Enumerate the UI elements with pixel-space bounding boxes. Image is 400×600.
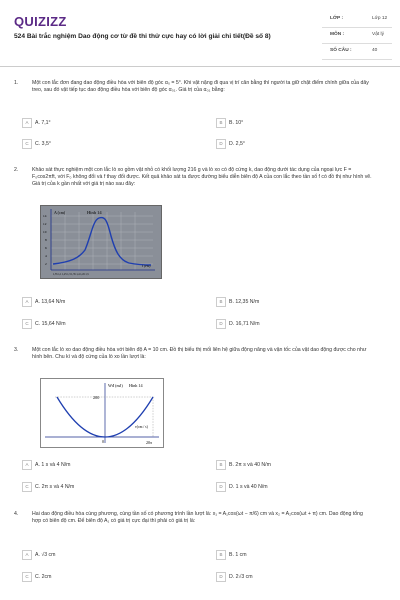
option-text: D. 2√3 cm — [229, 574, 253, 580]
quizizz-logo: QUIZIZZ — [14, 14, 67, 29]
y-tick: 8 — [45, 238, 47, 242]
y-axis-label: A (cm) — [54, 210, 66, 215]
origin-label: 0 — [102, 439, 104, 444]
option-letter: B — [216, 297, 226, 307]
question-text: Hai dao động điều hòa cùng phương, cùng tần số có phương trình lần lượt là: x₁ = A₁cos(ωt − π/6) cm và x₂ = A₂cos(ωt + π) cm. Dao động tổng hợp có biên độ cm. Để biên độ A₁ có giá trị cực đại thì phải có giá trị là: — [32, 511, 363, 525]
option-text: A. 7,1° — [35, 120, 51, 126]
meta-row-count — [322, 44, 392, 60]
resonance-graph — [41, 206, 161, 278]
option-letter: A — [22, 118, 32, 128]
x-tick: 20π — [146, 440, 153, 445]
option-text: C. 15,64 N/m — [35, 321, 66, 327]
question-4 — [14, 511, 386, 547]
option-text: D. 1 s và 40 N/m — [229, 484, 268, 490]
meta-table — [322, 12, 392, 60]
option-letter: D — [216, 482, 226, 492]
option-text: B. 2π s và 40 N/m — [229, 462, 271, 468]
option-letter: C — [22, 482, 32, 492]
question-4-options — [22, 550, 372, 590]
meta-value: 40 — [372, 48, 378, 53]
y-tick: 4 — [45, 254, 47, 258]
option-text: D. 16,71 N/m — [229, 321, 260, 327]
y-axis-label: Wđ (mJ) — [108, 383, 123, 388]
x-axis-label: v(cm / s) — [135, 425, 148, 429]
worksheet-header — [0, 0, 400, 60]
kinetic-energy-graph — [41, 379, 163, 447]
option-letter: C — [22, 319, 32, 329]
option-letter: B — [216, 460, 226, 470]
y-tick: 200 — [93, 395, 100, 400]
option-text: A. 1 s và 4 N/m — [35, 462, 71, 468]
option-letter: D — [216, 572, 226, 582]
y-tick: 12 — [43, 222, 47, 226]
option-letter: C — [22, 572, 32, 582]
resonance-curve — [53, 218, 151, 265]
meta-value: Vật lý — [372, 32, 384, 37]
meta-key: LỚP : — [330, 16, 344, 21]
kinetic-energy-figure — [40, 378, 164, 448]
question-1-options — [22, 118, 372, 158]
figure-title: Hình 14 — [87, 210, 102, 215]
question-2 — [14, 167, 386, 203]
option-letter: A — [22, 460, 32, 470]
figure-title: Hình 14 — [129, 383, 143, 388]
y-tick: 10 — [43, 230, 47, 234]
meta-value: Lớp 12 — [372, 16, 388, 21]
option-letter: B — [216, 118, 226, 128]
meta-row-subject — [322, 28, 392, 44]
option-letter: B — [216, 550, 226, 560]
option-letter: D — [216, 319, 226, 329]
option-text: C. 2π s và 4 N/m — [35, 484, 75, 490]
question-number: 3. — [14, 347, 19, 353]
option-text: A. √3 cm — [35, 552, 56, 558]
x-ticks: 1,35 1,1 1,25 1,3 1,35 1,4 1,45 1,5 — [53, 273, 89, 276]
option-text: C. 2cm — [35, 574, 52, 580]
question-text: Khảo sát thực nghiệm một con lắc lò xo gồm vật nhỏ có khối lượng 216 g và lò xo có độ cứng k, dao động dưới tác dụng của ngoại lực F = F₀cos2πft, với F₀ không đổi và f thay đổi được. Kết quả khảo sát ta được đường biểu diễn biên độ A của con lắc theo tần số f có đồ thị như hình vẽ. Giá trị của k gần nhất với giá trị nào sau đây: — [32, 167, 372, 188]
option-letter: C — [22, 139, 32, 149]
question-3-options — [22, 460, 372, 500]
option-text: D. 2,5° — [229, 141, 245, 147]
question-text: Một con lắc đơn đang dao động điều hòa với biên độ góc α₀ = 5°. Khi vật nặng đi qua vị trí cân bằng thì người ta giữ chặt điểm chính giữa của dây treo, sau đó vật tiếp tục dao động điều hòa với biên độ góc α₀₁. Giá trị của α₀₁ bằng: — [32, 80, 369, 94]
y-tick: 14 — [43, 214, 47, 218]
meta-key: SỐ CÂU : — [330, 48, 352, 53]
option-letter: D — [216, 139, 226, 149]
question-number: 4. — [14, 511, 19, 517]
x-axis-label: f (Hz) — [142, 264, 151, 268]
question-2-options — [22, 297, 372, 337]
resonance-figure — [40, 205, 162, 279]
option-letter: A — [22, 550, 32, 560]
option-text: B. 10° — [229, 120, 244, 126]
y-tick: 2 — [45, 262, 47, 266]
question-number: 2. — [14, 167, 19, 173]
y-tick: 6 — [45, 246, 47, 250]
question-text: Một con lắc lò xo dao động điều hòa với biên độ A = 10 cm. Đồ thị biểu thị mối liên hệ giữa động năng và vận tốc của vật dao động được cho như hình bên. Chu kì và độ cứng của lò xo lần lượt là: — [32, 347, 367, 361]
meta-row-class — [322, 12, 392, 28]
option-text: B. 12,35 N/m — [229, 299, 260, 305]
meta-key: MÔN : — [330, 32, 345, 37]
option-text: A. 13,64 N/m — [35, 299, 66, 305]
worksheet-title: 524 Bài trắc nghiệm Dao động cơ từ đề thi thử cực hay có lời giải chi tiết(Đề số 8) — [14, 33, 271, 40]
option-text: C. 3,5° — [35, 141, 51, 147]
header-divider — [0, 66, 400, 67]
option-letter: A — [22, 297, 32, 307]
question-number: 1. — [14, 80, 19, 86]
question-3 — [14, 347, 386, 377]
option-text: B. 1 cm — [229, 552, 247, 558]
